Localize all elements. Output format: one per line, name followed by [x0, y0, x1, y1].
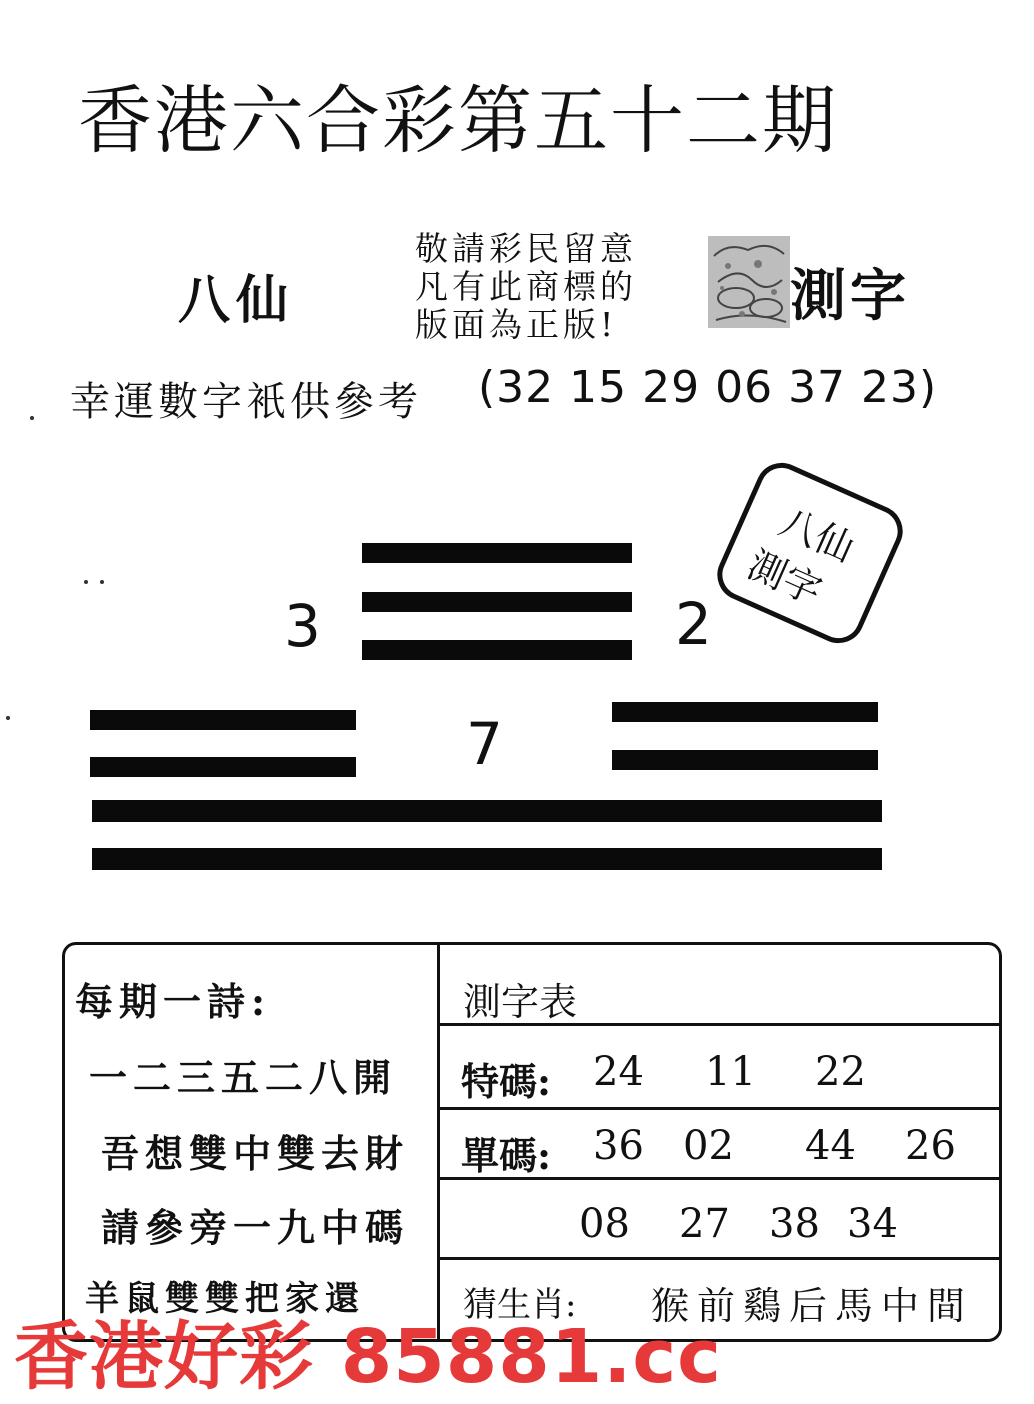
speck	[6, 716, 10, 720]
bagua-stamp	[709, 455, 911, 652]
lucky-numbers-label: 幸運數字衹供參考	[70, 379, 422, 425]
speck	[30, 416, 34, 420]
single-number: 34	[847, 1201, 898, 1247]
trigram-bar	[90, 757, 356, 777]
logo-text: 測字	[790, 263, 910, 329]
left-number: 3	[284, 592, 321, 660]
single-label: 單碼:	[461, 1133, 552, 1178]
poem-line: 一二三五二八開	[89, 1055, 398, 1100]
trigram-bar	[612, 750, 878, 770]
single-number: 26	[905, 1123, 956, 1169]
single-number: 38	[769, 1201, 820, 1247]
notice-line: 凡有此商標的	[415, 267, 637, 306]
special-number: 22	[815, 1049, 866, 1095]
row-divider	[440, 1107, 999, 1110]
bagua-label: 八仙	[178, 270, 295, 331]
page-title: 香港六合彩第五十二期	[78, 78, 838, 164]
trigram-bar	[362, 640, 632, 660]
trigram-bar	[92, 848, 882, 870]
single-number: 02	[683, 1123, 734, 1169]
poem-line: 吾想雙中雙去財	[101, 1131, 410, 1176]
center-number: 7	[466, 710, 503, 778]
lucky-numbers: (32 15 29 06 37 23)	[478, 362, 938, 413]
info-box	[62, 942, 1002, 1342]
poem-line: 羊鼠雙雙把家還	[85, 1279, 365, 1319]
single-number: 36	[593, 1123, 644, 1169]
poem-line: 請參旁一九中碼	[101, 1205, 410, 1250]
special-number: 11	[705, 1049, 756, 1095]
zodiac-label: 猜生肖:	[463, 1285, 577, 1325]
trigram-bar	[90, 710, 356, 730]
site-watermark: 香港好彩 85881.cc	[14, 1314, 723, 1400]
speck	[100, 580, 104, 584]
trigram-bar	[92, 800, 882, 822]
poem-heading: 每期一詩:	[75, 979, 272, 1024]
lotus-logo-icon	[708, 236, 790, 328]
right-number: 2	[675, 590, 712, 658]
single-number: 27	[679, 1201, 730, 1247]
row-divider	[440, 1257, 999, 1260]
stamp-line: 八仙	[773, 499, 861, 571]
column-divider	[437, 945, 440, 1339]
notice-line: 敬請彩民留意	[415, 229, 637, 268]
trigram-bar	[362, 543, 632, 563]
single-number: 08	[579, 1201, 630, 1247]
trigram-bar	[362, 592, 632, 612]
speck	[84, 580, 88, 584]
zodiac-value: 猴前鷄后馬中間	[651, 1284, 974, 1328]
stamp-line: 測字	[741, 542, 829, 614]
special-label: 特碼:	[461, 1059, 552, 1104]
trigram-bar	[612, 702, 878, 722]
single-number: 44	[805, 1123, 856, 1169]
special-number: 24	[593, 1049, 644, 1095]
notice-line: 版面為正版!	[415, 305, 618, 344]
table-heading: 測字表	[463, 980, 578, 1024]
authenticity-notice	[415, 230, 637, 344]
